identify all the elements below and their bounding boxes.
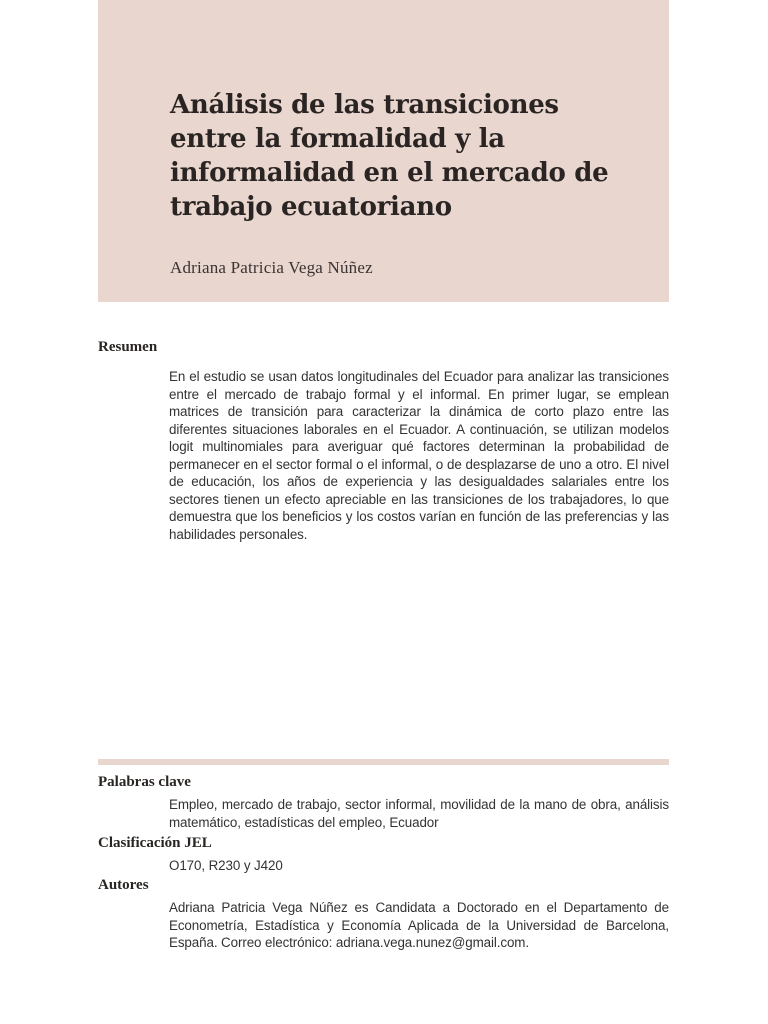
article-author: Adriana Patricia Vega Núñez	[170, 258, 373, 277]
keywords-text: Empleo, mercado de trabajo, sector informal, movilidad de la mano de obra, análisis matemático, estadísticas del empleo, Ecuador	[169, 797, 669, 830]
section-divider	[98, 759, 669, 765]
abstract-heading: Resumen	[98, 339, 158, 355]
authors-heading: Autores	[98, 877, 149, 893]
keywords-heading: Palabras clave	[98, 774, 191, 790]
jel-text: O170, R230 y J420	[169, 858, 283, 873]
abstract-text: En el estudio se usan datos longitudinales del Ecuador para analizar las transiciones entre el mercado de trabajo formal y el informal. En primer lugar, se emplean matrices de transición para caracterizar la dinámica de corto plazo entre las diferentes situaciones laborales en el Ecuador. A continuación, se utilizan modelos logit multinomiales para averiguar qué factores determinan la probabilidad de permanecer en el sector formal o el informal, o de desplazarse de uno a otro. El nivel de educación, los años de experiencia y las desigualdades salariales entre los sectores tienen un efecto apreciable en las transiciones de los trabajadores, lo que demuestra que los beneficios y los costos varían en función de las preferencias y las habilidades personales.	[169, 369, 669, 542]
jel-heading: Clasificación JEL	[98, 835, 212, 851]
authors-text: Adriana Patricia Vega Núñez es Candidata a Doctorado en el Departamento de Econometría, Estadística y Economía Aplicada de la Universidad de Barcelona, España. Correo electrónico: adriana.vega.nunez@gmail.com.	[169, 900, 669, 950]
article-title: Análisis de las transiciones entre la formalidad y la informalidad en el mercado de trabajo ecuatoriano	[170, 90, 609, 222]
